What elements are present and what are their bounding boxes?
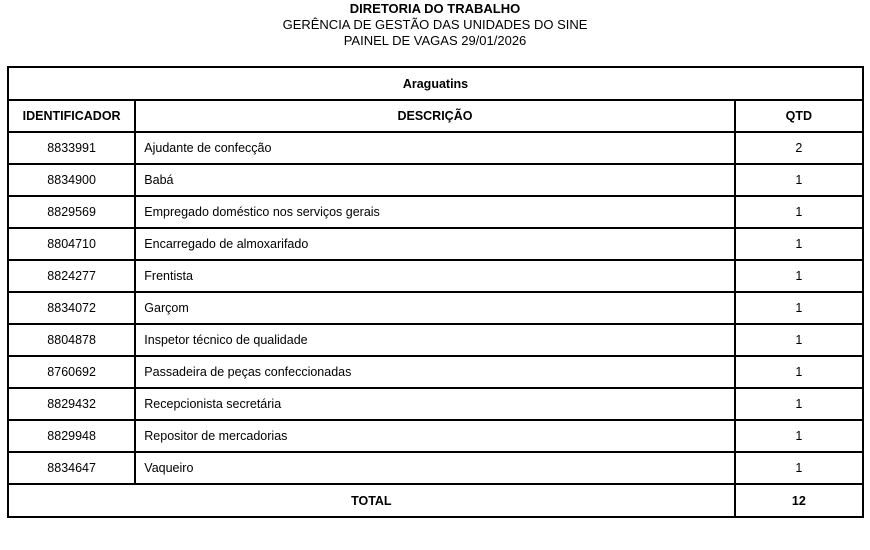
row-id: 8804878 xyxy=(8,324,135,356)
column-header-id: IDENTIFICADOR xyxy=(8,100,135,132)
row-description: Frentista xyxy=(135,260,734,292)
header-subtitle: GERÊNCIA DE GESTÃO DAS UNIDADES DO SINE xyxy=(282,17,588,32)
row-description: Repositor de mercadorias xyxy=(135,420,734,452)
header-title: DIRETORIA DO TRABALHO xyxy=(349,1,521,16)
row-qtd: 1 xyxy=(735,292,863,324)
table-row xyxy=(8,228,863,260)
document-header xyxy=(0,1,870,49)
vacancies-table xyxy=(7,66,864,518)
row-id: 8833991 xyxy=(8,132,135,164)
table-row xyxy=(8,196,863,228)
table-row xyxy=(8,356,863,388)
row-qtd: 1 xyxy=(735,452,863,484)
row-description: Vaqueiro xyxy=(135,452,734,484)
row-description: Passadeira de peças confeccionadas xyxy=(135,356,734,388)
row-id: 8804710 xyxy=(8,228,135,260)
row-qtd: 2 xyxy=(735,132,863,164)
row-description: Babá xyxy=(135,164,734,196)
column-header-row xyxy=(8,100,863,132)
row-description: Ajudante de confecção xyxy=(135,132,734,164)
row-description: Empregado doméstico nos serviços gerais xyxy=(135,196,734,228)
table-row xyxy=(8,452,863,484)
row-qtd: 1 xyxy=(735,196,863,228)
column-header-qtd: QTD xyxy=(735,100,863,132)
row-description: Garçom xyxy=(135,292,734,324)
row-description: Recepcionista secretária xyxy=(135,388,734,420)
row-qtd: 1 xyxy=(735,324,863,356)
row-qtd: 1 xyxy=(735,388,863,420)
column-header-description: DESCRIÇÃO xyxy=(135,100,734,132)
row-id: 8760692 xyxy=(8,356,135,388)
row-qtd: 1 xyxy=(735,356,863,388)
row-qtd: 1 xyxy=(735,260,863,292)
table-row xyxy=(8,164,863,196)
row-id: 8829948 xyxy=(8,420,135,452)
row-id: 8829569 xyxy=(8,196,135,228)
city-name: Araguatins xyxy=(8,67,863,100)
city-row xyxy=(8,67,863,100)
table-row xyxy=(8,388,863,420)
row-id: 8834647 xyxy=(8,452,135,484)
table-row xyxy=(8,420,863,452)
table-row xyxy=(8,260,863,292)
row-description: Inspetor técnico de qualidade xyxy=(135,324,734,356)
row-qtd: 1 xyxy=(735,228,863,260)
row-description: Encarregado de almoxarifado xyxy=(135,228,734,260)
table-row xyxy=(8,292,863,324)
total-label: TOTAL xyxy=(8,484,735,517)
table-row xyxy=(8,324,863,356)
header-panel-date: PAINEL DE VAGAS 29/01/2026 xyxy=(343,33,527,48)
total-row xyxy=(8,484,863,517)
row-qtd: 1 xyxy=(735,164,863,196)
row-id: 8829432 xyxy=(8,388,135,420)
row-id: 8834900 xyxy=(8,164,135,196)
row-id: 8824277 xyxy=(8,260,135,292)
row-qtd: 1 xyxy=(735,420,863,452)
row-id: 8834072 xyxy=(8,292,135,324)
table-row xyxy=(8,132,863,164)
total-value: 12 xyxy=(735,484,863,517)
